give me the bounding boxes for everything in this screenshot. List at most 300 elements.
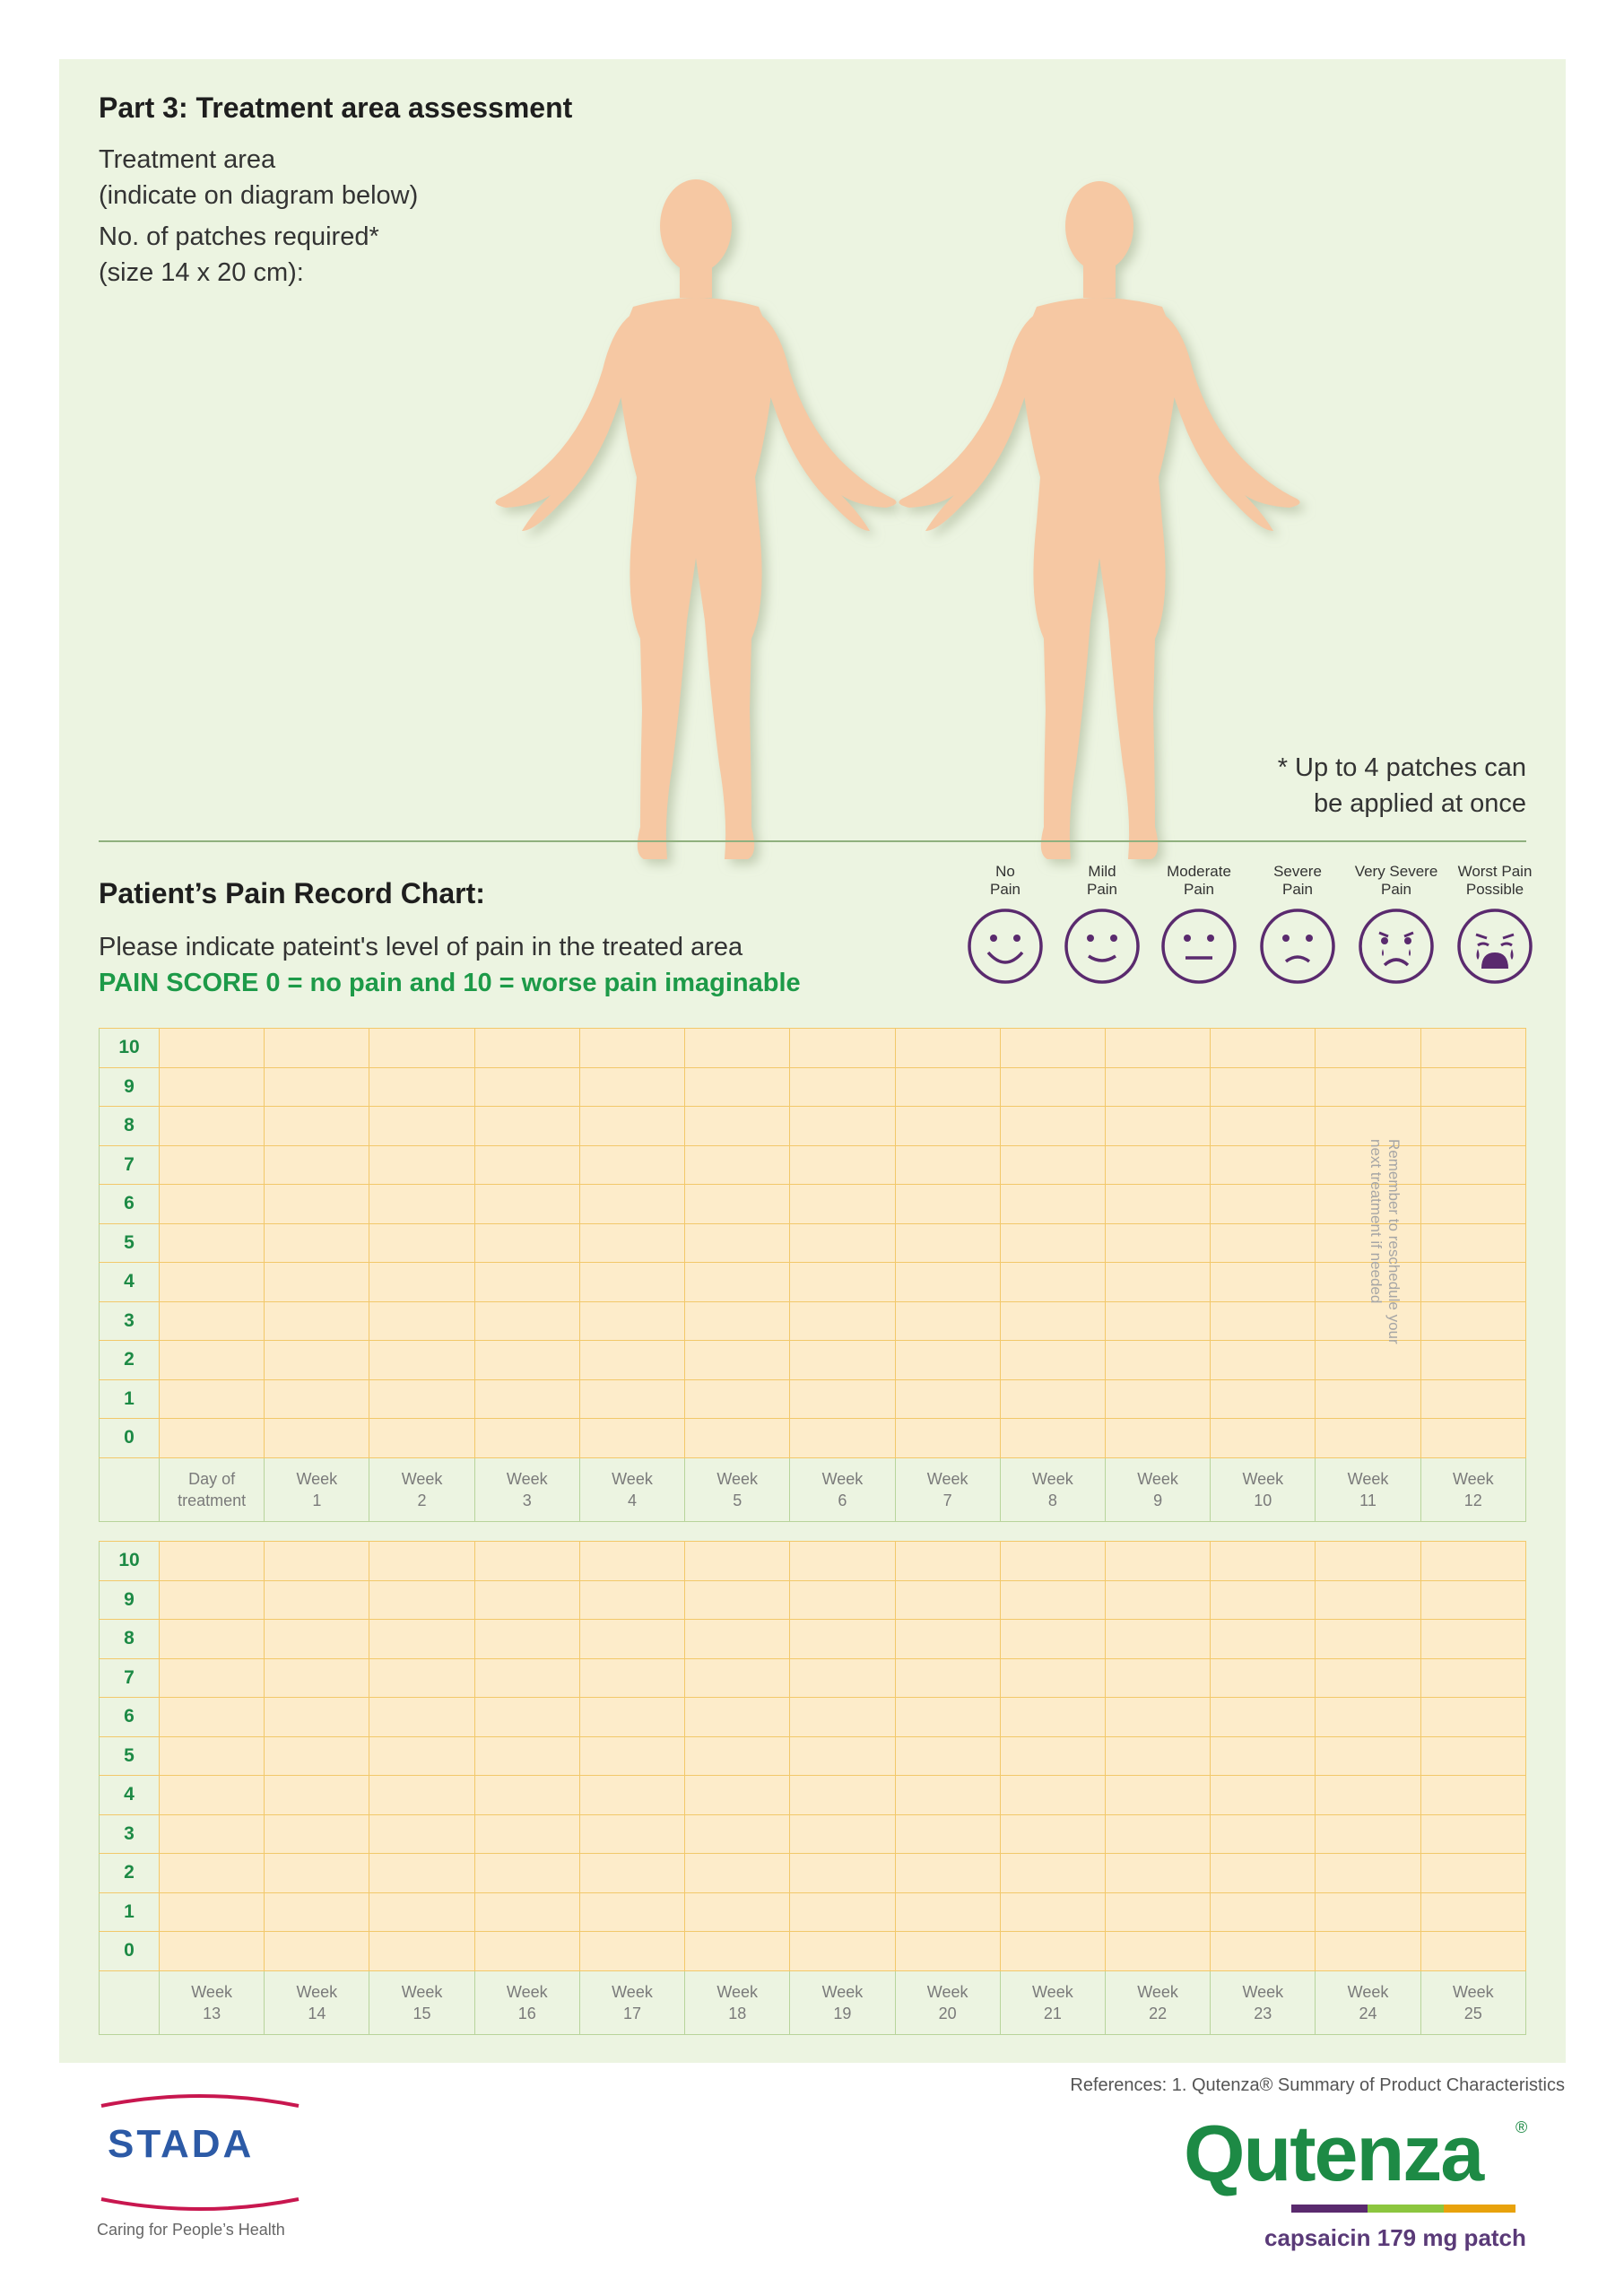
- pain-grid-cell[interactable]: [369, 1698, 474, 1737]
- pain-grid-cell[interactable]: [685, 1301, 790, 1341]
- pain-grid-cell[interactable]: [1316, 1776, 1420, 1815]
- pain-grid-cell[interactable]: [369, 1341, 474, 1380]
- week-label-line2: treatment: [178, 1491, 247, 1509]
- pain-grid-cell[interactable]: [1105, 1580, 1210, 1620]
- pain-grid-cell[interactable]: [685, 1932, 790, 1971]
- pain-grid-cell[interactable]: [1000, 1029, 1105, 1068]
- week-label-line1: Week: [821, 1469, 864, 1488]
- pain-grid-cell[interactable]: [1000, 1185, 1105, 1224]
- pain-grid-cell[interactable]: [579, 1542, 684, 1581]
- pain-grid-cell[interactable]: [1211, 1185, 1316, 1224]
- pain-grid-cell[interactable]: [1420, 1107, 1525, 1146]
- pain-grid-cell[interactable]: [579, 1658, 684, 1698]
- pain-grid-cell[interactable]: [1316, 1542, 1420, 1581]
- pain-grid-cell[interactable]: [474, 1263, 579, 1302]
- pain-grid-cell[interactable]: [160, 1658, 265, 1698]
- pain-grid-cell[interactable]: [1211, 1223, 1316, 1263]
- pain-grid-cell[interactable]: [265, 1301, 369, 1341]
- pain-grid-cell[interactable]: [790, 1932, 895, 1971]
- pain-grid-cell[interactable]: [1211, 1892, 1316, 1932]
- pain-grid-cell[interactable]: [1000, 1892, 1105, 1932]
- pain-grid-cell[interactable]: [790, 1341, 895, 1380]
- pain-grid-cell[interactable]: [685, 1067, 790, 1107]
- pain-grid-cell[interactable]: [369, 1107, 474, 1146]
- pain-grid-cell[interactable]: [160, 1932, 265, 1971]
- pain-grid-cell[interactable]: [369, 1145, 474, 1185]
- pain-grid-cell[interactable]: [579, 1620, 684, 1659]
- pain-grid-cell[interactable]: [895, 1185, 1000, 1224]
- pain-grid-cell[interactable]: [685, 1776, 790, 1815]
- pain-grid-cell[interactable]: [160, 1107, 265, 1146]
- pain-grid-cell[interactable]: [895, 1776, 1000, 1815]
- pain-grid-cell[interactable]: [369, 1379, 474, 1419]
- pain-grid-cell[interactable]: [1105, 1419, 1210, 1458]
- pain-grid-cell[interactable]: [160, 1185, 265, 1224]
- pain-grid-cell[interactable]: [1316, 1620, 1420, 1659]
- pain-grid-cell[interactable]: [160, 1736, 265, 1776]
- pain-grid-cell[interactable]: [895, 1379, 1000, 1419]
- pain-grid-cell[interactable]: [895, 1658, 1000, 1698]
- pain-grid-cell[interactable]: [895, 1029, 1000, 1068]
- pain-grid-cell[interactable]: [1000, 1776, 1105, 1815]
- pain-grid-cell[interactable]: [685, 1029, 790, 1068]
- pain-grid-cell[interactable]: [1000, 1698, 1105, 1737]
- pain-grid-cell[interactable]: [579, 1185, 684, 1224]
- pain-grid-cell[interactable]: [1211, 1067, 1316, 1107]
- pain-grid-cell[interactable]: [1420, 1932, 1525, 1971]
- pain-grid-cell[interactable]: [265, 1107, 369, 1146]
- pain-grid-cell[interactable]: [1211, 1736, 1316, 1776]
- pain-grid-cell[interactable]: [1000, 1379, 1105, 1419]
- pain-grid-cell[interactable]: [685, 1107, 790, 1146]
- pain-grid-cell[interactable]: [579, 1341, 684, 1380]
- pain-grid-cell[interactable]: [1000, 1580, 1105, 1620]
- treatment-area-line1: Treatment area: [99, 145, 276, 174]
- pain-grid-cell[interactable]: [895, 1341, 1000, 1380]
- pain-grid-cell[interactable]: [1211, 1776, 1316, 1815]
- pain-grid-cell[interactable]: [1211, 1263, 1316, 1302]
- pain-grid-cell[interactable]: [265, 1223, 369, 1263]
- pain-grid-cell[interactable]: [1211, 1301, 1316, 1341]
- pain-grid-cell[interactable]: [1105, 1145, 1210, 1185]
- pain-grid-cell[interactable]: [895, 1145, 1000, 1185]
- pain-grid-cell[interactable]: [474, 1854, 579, 1893]
- pain-grid-cell[interactable]: [160, 1223, 265, 1263]
- pain-grid-cell[interactable]: [369, 1658, 474, 1698]
- pain-level-label: 3: [100, 1814, 160, 1854]
- pain-grid-cell[interactable]: [1211, 1542, 1316, 1581]
- pain-grid-cell[interactable]: [160, 1542, 265, 1581]
- pain-grid-cell[interactable]: [1105, 1814, 1210, 1854]
- pain-grid-cell[interactable]: [790, 1301, 895, 1341]
- pain-grid-cell[interactable]: [1000, 1419, 1105, 1458]
- pain-grid-cell[interactable]: [1420, 1379, 1525, 1419]
- pain-grid-cell[interactable]: [1211, 1419, 1316, 1458]
- pain-grid-cell[interactable]: [579, 1029, 684, 1068]
- pain-grid-cell[interactable]: [474, 1419, 579, 1458]
- pain-grid-cell[interactable]: [685, 1892, 790, 1932]
- pain-grid-cell[interactable]: [1105, 1067, 1210, 1107]
- pain-grid-cell[interactable]: [1316, 1067, 1420, 1107]
- pain-grid-cell[interactable]: [895, 1263, 1000, 1302]
- pain-grid-cell[interactable]: [369, 1892, 474, 1932]
- pain-grid-cell[interactable]: [685, 1263, 790, 1302]
- pain-grid-cell[interactable]: [265, 1698, 369, 1737]
- pain-grid-cell[interactable]: [1420, 1223, 1525, 1263]
- pain-grid-cell[interactable]: [1105, 1932, 1210, 1971]
- pain-grid-cell[interactable]: [474, 1658, 579, 1698]
- pain-grid-cell[interactable]: [369, 1542, 474, 1581]
- pain-grid-cell[interactable]: [1316, 1932, 1420, 1971]
- pain-grid-cell[interactable]: [895, 1932, 1000, 1971]
- week-label-line1: Week: [716, 1982, 759, 2001]
- week-label-line1: Day of: [188, 1469, 236, 1488]
- pain-grid-cell[interactable]: [265, 1341, 369, 1380]
- pain-grid-cell[interactable]: [1000, 1067, 1105, 1107]
- pain-grid-cell[interactable]: [685, 1658, 790, 1698]
- pain-grid-cell[interactable]: [474, 1892, 579, 1932]
- pain-grid-cell[interactable]: [369, 1029, 474, 1068]
- pain-grid-cell[interactable]: [1420, 1854, 1525, 1893]
- week-label-line1: Week: [1452, 1469, 1494, 1488]
- pain-grid-cell[interactable]: [1000, 1658, 1105, 1698]
- pain-grid-cell[interactable]: [265, 1814, 369, 1854]
- pain-grid-cell[interactable]: [1316, 1892, 1420, 1932]
- pain-grid-cell[interactable]: [474, 1932, 579, 1971]
- pain-grid-cell[interactable]: [369, 1067, 474, 1107]
- pain-grid-cell[interactable]: [474, 1107, 579, 1146]
- pain-grid-cell[interactable]: [1105, 1263, 1210, 1302]
- pain-grid-cell[interactable]: [474, 1542, 579, 1581]
- pain-grid-cell[interactable]: [474, 1145, 579, 1185]
- pain-grid-cell[interactable]: [1105, 1658, 1210, 1698]
- pain-grid-cell[interactable]: [1211, 1620, 1316, 1659]
- pain-grid-cell[interactable]: [895, 1067, 1000, 1107]
- pain-grid-cell[interactable]: [1316, 1736, 1420, 1776]
- pain-grid-cell[interactable]: [265, 1776, 369, 1815]
- pain-grid-cell[interactable]: [1211, 1698, 1316, 1737]
- pain-grid-cell[interactable]: [1211, 1814, 1316, 1854]
- pain-grid-cell[interactable]: [579, 1580, 684, 1620]
- grid-row: [100, 1854, 1526, 1893]
- pain-grid-cell[interactable]: [685, 1379, 790, 1419]
- pain-grid-cell[interactable]: [685, 1698, 790, 1737]
- pain-grid-cell[interactable]: [1105, 1736, 1210, 1776]
- pain-grid-cell[interactable]: [474, 1223, 579, 1263]
- pain-grid-cell[interactable]: [790, 1263, 895, 1302]
- week-label-line2: 13: [203, 2004, 221, 2022]
- pain-grid-cell[interactable]: [474, 1379, 579, 1419]
- pain-grid-cell[interactable]: [369, 1776, 474, 1815]
- pain-grid-cell[interactable]: [160, 1814, 265, 1854]
- pain-grid-cell[interactable]: [1000, 1341, 1105, 1380]
- pain-grid-cell[interactable]: [369, 1932, 474, 1971]
- pain-grid-cell[interactable]: [790, 1620, 895, 1659]
- pain-grid-cell[interactable]: [1420, 1776, 1525, 1815]
- pain-grid-cell[interactable]: [685, 1854, 790, 1893]
- week-label: [1000, 1970, 1105, 2034]
- pain-grid-cell[interactable]: [160, 1419, 265, 1458]
- pain-grid-cell[interactable]: [265, 1185, 369, 1224]
- pain-grid-cell[interactable]: [1420, 1658, 1525, 1698]
- pain-grid-cell[interactable]: [895, 1107, 1000, 1146]
- pain-grid-cell[interactable]: [579, 1932, 684, 1971]
- pain-grid-cell[interactable]: [790, 1185, 895, 1224]
- pain-grid-cell[interactable]: [1105, 1341, 1210, 1380]
- pain-grid-cell[interactable]: [790, 1776, 895, 1815]
- pain-grid-cell[interactable]: [895, 1223, 1000, 1263]
- pain-grid-cell[interactable]: [579, 1854, 684, 1893]
- pain-grid-cell[interactable]: [474, 1067, 579, 1107]
- pain-grid-cell[interactable]: [265, 1145, 369, 1185]
- pain-grid-cell[interactable]: [790, 1067, 895, 1107]
- pain-grid-cell[interactable]: [579, 1814, 684, 1854]
- pain-grid-cell[interactable]: [895, 1854, 1000, 1893]
- pain-grid-cell[interactable]: [265, 1580, 369, 1620]
- pain-grid-cell[interactable]: [1211, 1932, 1316, 1971]
- pain-grid-cell[interactable]: [895, 1542, 1000, 1581]
- pain-grid-cell[interactable]: [1420, 1029, 1525, 1068]
- pain-grid-cell[interactable]: [1105, 1029, 1210, 1068]
- pain-grid-cell[interactable]: [369, 1419, 474, 1458]
- pain-grid-cell[interactable]: [1105, 1892, 1210, 1932]
- pain-grid-cell[interactable]: [160, 1067, 265, 1107]
- pain-grid-cell[interactable]: [1316, 1854, 1420, 1893]
- pain-grid-cell[interactable]: [790, 1814, 895, 1854]
- grid-row: [100, 1658, 1526, 1698]
- week-label-line2: 17: [622, 2004, 641, 2022]
- pain-grid-cell[interactable]: [1105, 1301, 1210, 1341]
- body-front-figure[interactable]: [495, 179, 896, 859]
- pain-grid-cell[interactable]: [1000, 1223, 1105, 1263]
- body-back-figure[interactable]: [899, 181, 1299, 859]
- pain-grid-cell[interactable]: [1316, 1379, 1420, 1419]
- pain-grid-cell[interactable]: [265, 1932, 369, 1971]
- pain-grid-cell[interactable]: [160, 1892, 265, 1932]
- pain-grid-cell[interactable]: [685, 1580, 790, 1620]
- pain-grid-cell[interactable]: [1211, 1854, 1316, 1893]
- pain-grid-cell[interactable]: [790, 1892, 895, 1932]
- pain-grid-cell[interactable]: [265, 1854, 369, 1893]
- pain-grid-cell[interactable]: [579, 1736, 684, 1776]
- pain-grid-cell[interactable]: [1316, 1814, 1420, 1854]
- week-label-line2: 24: [1359, 2004, 1377, 2022]
- pain-grid-cell[interactable]: [474, 1301, 579, 1341]
- pain-grid-cell[interactable]: [1420, 1580, 1525, 1620]
- pain-grid-cell[interactable]: [1000, 1145, 1105, 1185]
- pain-grid-cell[interactable]: [790, 1145, 895, 1185]
- pain-grid-cell[interactable]: [895, 1814, 1000, 1854]
- pain-grid-cell[interactable]: [369, 1736, 474, 1776]
- pain-grid-cell[interactable]: [685, 1341, 790, 1380]
- pain-grid-cell[interactable]: [579, 1107, 684, 1146]
- pain-grid-cell[interactable]: [1420, 1301, 1525, 1341]
- pain-grid-cell[interactable]: [265, 1620, 369, 1659]
- pain-grid-cell[interactable]: [685, 1145, 790, 1185]
- pain-grid-cell[interactable]: [1000, 1620, 1105, 1659]
- pain-grid-cell[interactable]: [579, 1067, 684, 1107]
- pain-grid-cell[interactable]: [474, 1029, 579, 1068]
- pain-grid-cell[interactable]: [895, 1736, 1000, 1776]
- pain-grid-cell[interactable]: [1000, 1301, 1105, 1341]
- pain-grid-cell[interactable]: [474, 1814, 579, 1854]
- pain-grid-cell[interactable]: [579, 1223, 684, 1263]
- pain-grid-cell[interactable]: [369, 1301, 474, 1341]
- pain-grid-cell[interactable]: [685, 1185, 790, 1224]
- week-label-line2: 23: [1254, 2004, 1272, 2022]
- pain-grid-cell[interactable]: [160, 1854, 265, 1893]
- pain-level-label: 7: [100, 1145, 160, 1185]
- pain-grid-cell[interactable]: [1316, 1029, 1420, 1068]
- pain-grid-cell[interactable]: [685, 1419, 790, 1458]
- pain-grid-cell[interactable]: [160, 1263, 265, 1302]
- pain-grid-cell[interactable]: [790, 1658, 895, 1698]
- pain-grid-cell[interactable]: [369, 1263, 474, 1302]
- pain-grid-cell[interactable]: [579, 1698, 684, 1737]
- pain-grid-cell[interactable]: [1105, 1107, 1210, 1146]
- pain-grid-cell[interactable]: [579, 1419, 684, 1458]
- pain-grid-cell[interactable]: [1000, 1854, 1105, 1893]
- pain-grid-cell[interactable]: [1420, 1698, 1525, 1737]
- pain-grid-cell[interactable]: [369, 1854, 474, 1893]
- pain-grid-cell[interactable]: [1000, 1736, 1105, 1776]
- pain-grid-cell[interactable]: [1420, 1145, 1525, 1185]
- pain-grid-cell[interactable]: [369, 1580, 474, 1620]
- pain-grid-cell[interactable]: [579, 1892, 684, 1932]
- pain-grid-cell[interactable]: [474, 1698, 579, 1737]
- pain-grid-cell[interactable]: [1105, 1379, 1210, 1419]
- pain-grid-cell[interactable]: [369, 1185, 474, 1224]
- pain-grid-cell[interactable]: [1105, 1698, 1210, 1737]
- pain-grid-cell[interactable]: [1211, 1379, 1316, 1419]
- pain-grid-cell[interactable]: [1420, 1542, 1525, 1581]
- pain-grid-cell[interactable]: [1211, 1107, 1316, 1146]
- pain-grid-cell[interactable]: [1316, 1658, 1420, 1698]
- pain-grid-cell[interactable]: [265, 1892, 369, 1932]
- pain-grid-cell[interactable]: [790, 1107, 895, 1146]
- pain-grid-cell[interactable]: [474, 1185, 579, 1224]
- pain-grid-cell[interactable]: [1316, 1419, 1420, 1458]
- pain-grid-cell[interactable]: [579, 1263, 684, 1302]
- pain-grid-cell[interactable]: [1000, 1107, 1105, 1146]
- pain-grid-cell[interactable]: [790, 1698, 895, 1737]
- pain-grid-cell[interactable]: [685, 1223, 790, 1263]
- pain-grid-cell[interactable]: [1211, 1580, 1316, 1620]
- pain-grid-cell[interactable]: [790, 1736, 895, 1776]
- pain-grid-cell[interactable]: [790, 1854, 895, 1893]
- pain-grid-cell[interactable]: [474, 1620, 579, 1659]
- pain-grid-cell[interactable]: [1211, 1341, 1316, 1380]
- pain-grid-cell[interactable]: [1105, 1620, 1210, 1659]
- pain-grid-cell[interactable]: [1420, 1263, 1525, 1302]
- pain-grid-cell[interactable]: [369, 1223, 474, 1263]
- pain-grid-cell[interactable]: [1211, 1029, 1316, 1068]
- pain-grid-cell[interactable]: [1000, 1814, 1105, 1854]
- pain-grid-cell[interactable]: [160, 1698, 265, 1737]
- pain-grid-cell[interactable]: [1105, 1776, 1210, 1815]
- pain-grid-cell[interactable]: [685, 1542, 790, 1581]
- pain-grid-cell[interactable]: [369, 1620, 474, 1659]
- pain-grid-cell[interactable]: [1105, 1854, 1210, 1893]
- pain-grid-cell[interactable]: [790, 1419, 895, 1458]
- pain-level-label: 3: [100, 1301, 160, 1341]
- pain-grid-cell[interactable]: [579, 1301, 684, 1341]
- pain-grid-cell[interactable]: [790, 1542, 895, 1581]
- pain-grid-cell[interactable]: [160, 1776, 265, 1815]
- pain-grid-cell[interactable]: [1105, 1223, 1210, 1263]
- pain-grid-cell[interactable]: [579, 1379, 684, 1419]
- pain-grid-cell[interactable]: [895, 1580, 1000, 1620]
- pain-grid-cell[interactable]: [895, 1620, 1000, 1659]
- pain-grid-cell[interactable]: [265, 1736, 369, 1776]
- pain-grid-cell[interactable]: [1000, 1932, 1105, 1971]
- pain-grid-cell[interactable]: [1316, 1580, 1420, 1620]
- pain-grid-cell[interactable]: [265, 1419, 369, 1458]
- pain-grid-cell[interactable]: [579, 1776, 684, 1815]
- pain-grid-cell[interactable]: [1420, 1185, 1525, 1224]
- pain-grid-cell[interactable]: [790, 1580, 895, 1620]
- pain-grid-cell[interactable]: [474, 1736, 579, 1776]
- pain-grid-cell[interactable]: [1420, 1814, 1525, 1854]
- pain-grid-cell[interactable]: [685, 1736, 790, 1776]
- pain-grid-cell[interactable]: [369, 1814, 474, 1854]
- pain-grid-cell[interactable]: [265, 1029, 369, 1068]
- pain-grid-cell[interactable]: [265, 1542, 369, 1581]
- pain-grid-cell[interactable]: [1420, 1419, 1525, 1458]
- pain-grid-cell[interactable]: [1211, 1145, 1316, 1185]
- pain-grid-cell[interactable]: [1316, 1698, 1420, 1737]
- pain-grid-cell[interactable]: [265, 1067, 369, 1107]
- pain-grid-cell[interactable]: [265, 1658, 369, 1698]
- pain-grid-cell[interactable]: [685, 1620, 790, 1659]
- body-diagram[interactable]: [400, 136, 1368, 890]
- pain-grid-cell[interactable]: [1105, 1542, 1210, 1581]
- pain-grid-cell[interactable]: [474, 1776, 579, 1815]
- pain-grid-cell[interactable]: [1420, 1067, 1525, 1107]
- pain-grid-cell[interactable]: [1105, 1185, 1210, 1224]
- pain-grid-cell[interactable]: [790, 1029, 895, 1068]
- pain-grid-cell[interactable]: [790, 1223, 895, 1263]
- footnote-line2: be applied at once: [1313, 789, 1526, 818]
- pain-grid-cell[interactable]: [1000, 1263, 1105, 1302]
- week-label-line2: 10: [1254, 1491, 1272, 1509]
- pain-grid-cell[interactable]: [160, 1620, 265, 1659]
- pain-grid-cell[interactable]: [685, 1814, 790, 1854]
- pain-grid-cell[interactable]: [1420, 1341, 1525, 1380]
- pain-grid-cell[interactable]: [1420, 1620, 1525, 1659]
- pain-grid-cell[interactable]: [1211, 1658, 1316, 1698]
- pain-grid-cell[interactable]: [160, 1341, 265, 1380]
- pain-grid-cell[interactable]: [895, 1301, 1000, 1341]
- pain-grid-cell[interactable]: [160, 1580, 265, 1620]
- pain-grid-cell[interactable]: [579, 1145, 684, 1185]
- pain-grid-cell[interactable]: [474, 1341, 579, 1380]
- pain-grid-cell[interactable]: [160, 1029, 265, 1068]
- pain-grid-cell[interactable]: [790, 1379, 895, 1419]
- pain-grid-cell[interactable]: [474, 1580, 579, 1620]
- pain-grid-cell[interactable]: [1420, 1736, 1525, 1776]
- pain-grid-cell[interactable]: [895, 1698, 1000, 1737]
- pain-grid-cell[interactable]: [160, 1379, 265, 1419]
- pain-grid-cell[interactable]: [265, 1379, 369, 1419]
- pain-grid-cell[interactable]: [160, 1301, 265, 1341]
- pain-grid-cell[interactable]: [895, 1892, 1000, 1932]
- pain-grid-cell[interactable]: [895, 1419, 1000, 1458]
- pain-grid-cell[interactable]: [160, 1145, 265, 1185]
- pain-grid-cell[interactable]: [1420, 1892, 1525, 1932]
- pain-grid-cell[interactable]: [1000, 1542, 1105, 1581]
- pain-grid-cell[interactable]: [265, 1263, 369, 1302]
